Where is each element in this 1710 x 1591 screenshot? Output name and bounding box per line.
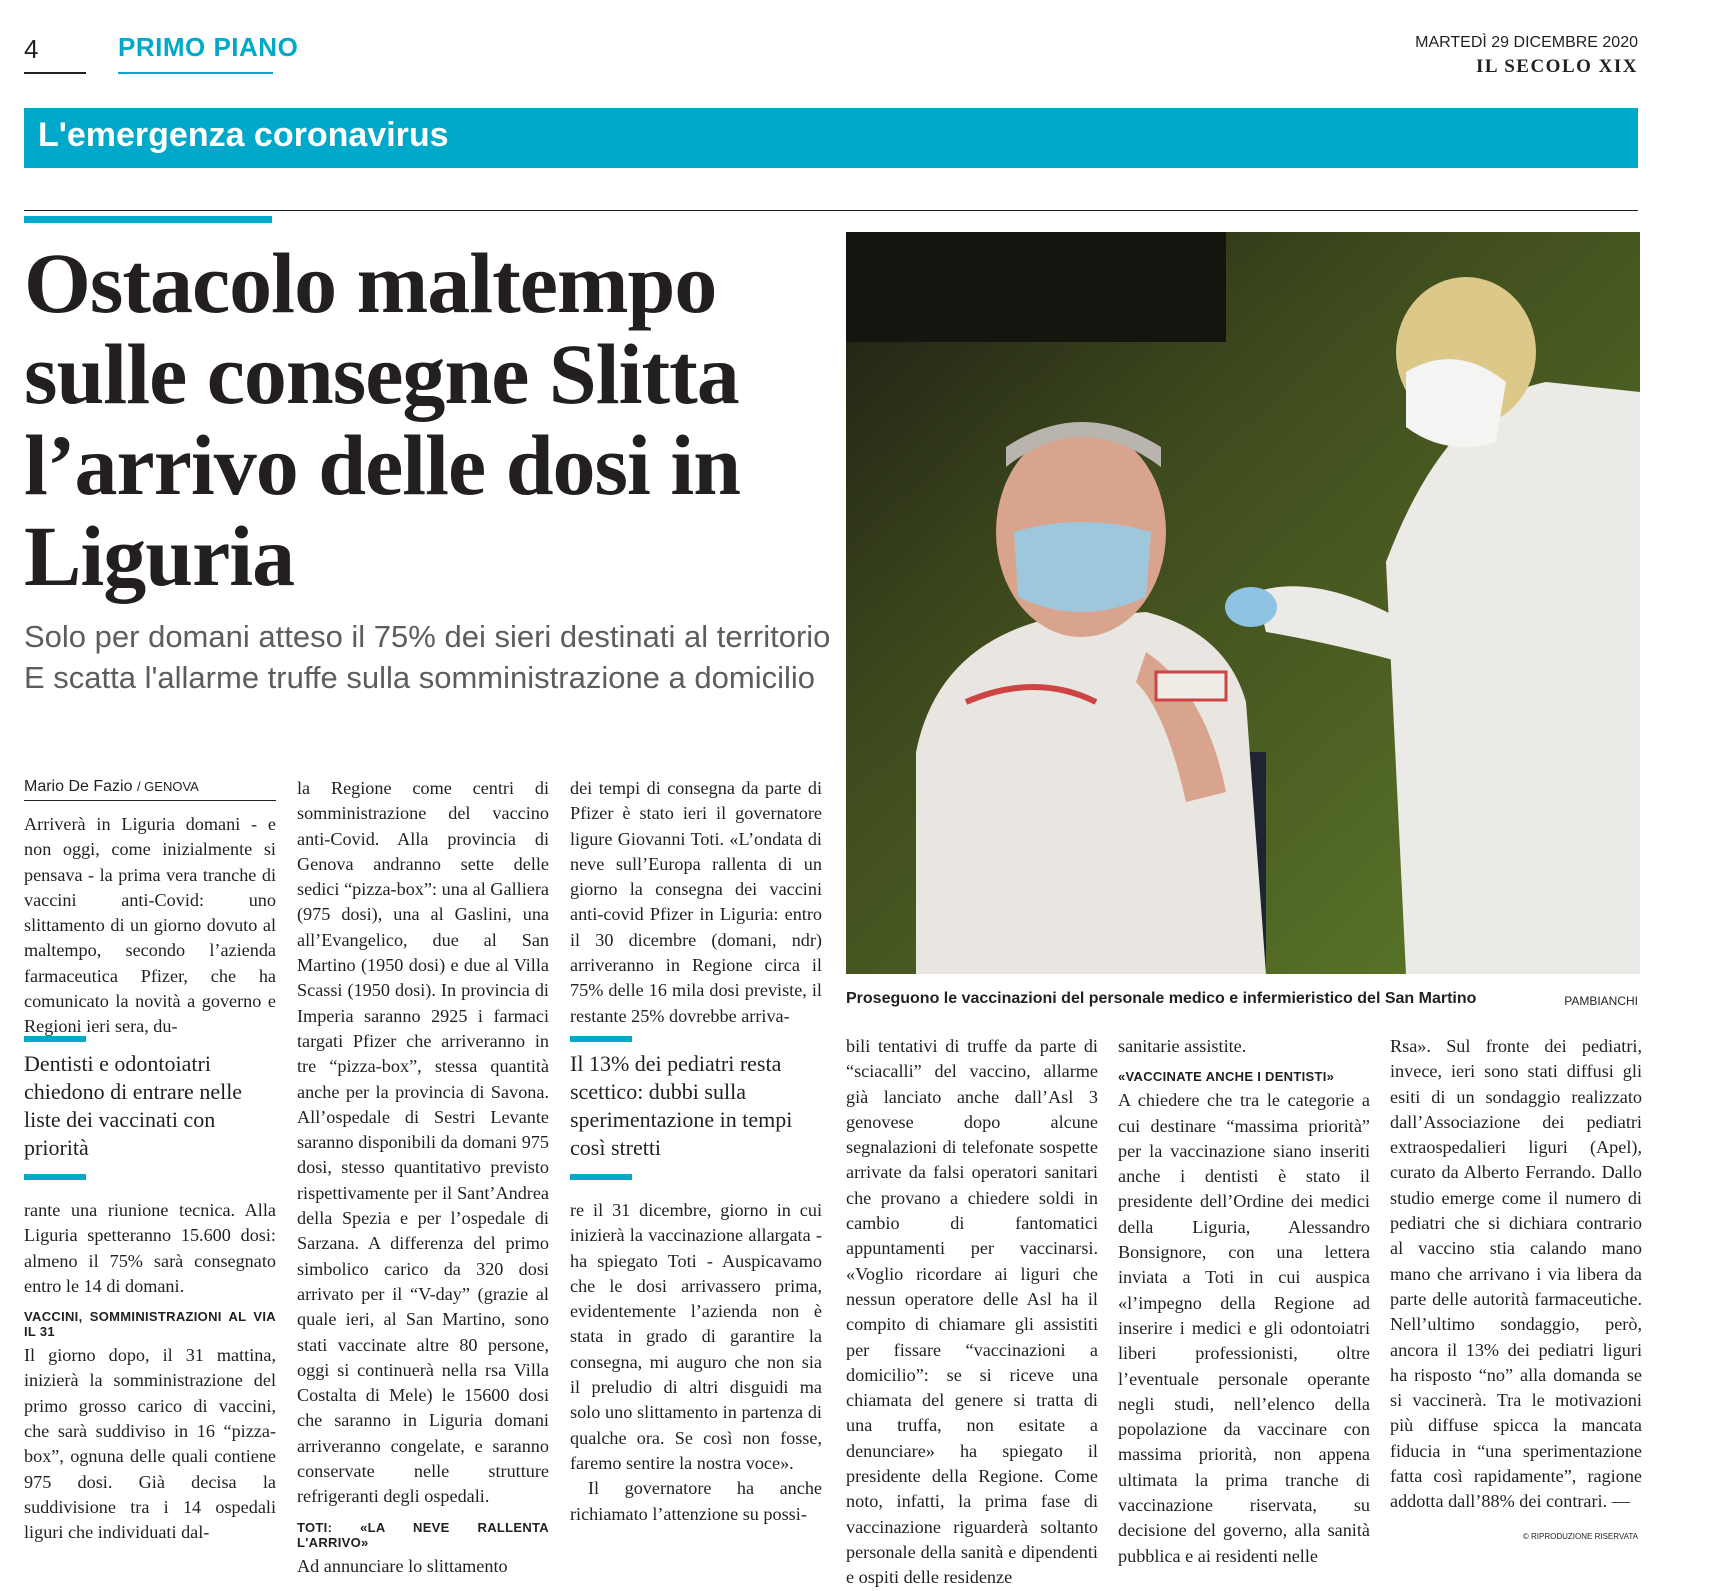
newspaper-masthead: IL SECOLO XIX xyxy=(1475,56,1638,77)
paragraph: dei tempi di consegna da parte di Pfizer è stato ieri il governatore ligure Giovanni Toti. «L’ondata di neve sull’Europa rallenta di un giorno la consegna dei vaccini anti-covid Pfizer in Liguria: entro il 30 dicembre (domani, ndr) arriveranno in Regione circa il 75% delle 16 mila dosi previste, il restante 25% dovrebbe arriva- xyxy=(570,778,822,1026)
headline: Ostacolo maltempo sulle consegne Slitta l’arrivo delle dosi in Liguria xyxy=(24,235,741,604)
paragraph: la Regione come centri di somministrazione del vaccino anti-Covid. Alla provincia di Genova andranno sette delle sedici “pizza-box”: una al Galliera (975 dosi), una al Gaslini, una all’Evangelico, due al San Martino (1950 dosi) e due al Villa Scassi (1950 dosi). In provincia di Imperia saranno 2925 i farmaci targati Pfizer che arriveranno in tre “pizza-box”, stessa quantità anche per la provincia di Savona. All’ospedale di Sestri Levante saranno disponibili da domani 975 dosi, stesso quantitativo previsto rispettivamente per il Sant’Andrea della Spezia e per l’ospedale di Sarzana. A differenza del primo simbolico carico da 320 dosi arrivato per il “V-day” (grazie al quale ieri, al San Martino, sono stati vaccinate altre 80 persone, oggi si continuerà nella rsa Villa Costalta di Mele) le 15600 dosi che saranno in Liguria domani arriveranno congelate, e saranno conservate nelle strutture refrigeranti degli ospedali. xyxy=(297,778,549,1507)
pullquote-rule xyxy=(24,1174,86,1180)
pullquote-pediatri: Il 13% dei pediatri resta scettico: dubbi sulla sperimentazione in tempi così stretti xyxy=(570,1051,793,1160)
column-3-bottom xyxy=(570,1198,822,1527)
subheadline-line-1: Solo per domani atteso il 75% dei sieri destinati al territorio xyxy=(24,619,831,654)
subheadline-line-2: E scatta l'allarme truffe sulla somministrazione a domicilio xyxy=(24,660,815,695)
paragraph: bili tentativi di truffe da parte di “sciacalli” del vaccino, allarme già lanciato anche dall’Asl 3 genovese dopo alcune segnalazioni di telefonate sospette arrivate da falsi operatori sanitari che provano a chiedere soldi in cambio di fantomatici appuntamenti per vaccinarsi. «Voglio ricordare ai liguri che nessun operatore delle Asl ha il compito di chiamare gli assistiti per fissare “vaccinazioni a domicilio”: se si riceve una chiamata del genere si tratta di una truffa, non esitate a denunciare» ha spiegato il presidente della Regione. Come noto, infatti, la prima fase di vaccinazione riguarderà soltanto personale della sanità e dipendenti e ospiti delle residenze xyxy=(846,1036,1098,1588)
byline-location: / GENOVA xyxy=(136,779,199,794)
section-rule xyxy=(118,72,273,74)
paragraph: A chiedere che tra le categorie a cui destinare “massima priorità” per la vaccinazione siano inseriti anche i dentisti è stato il presidente dell’Ordine dei medici della Liguria, Alessandro Bonsignore, con una lettera inviata a Toti in cui auspica «l’impegno della Regione ad inserire i medici e gli odontoiatri liberi professionisti, oltre l’eventuale personale operante negli studi, nell’elenco della popolazione da vaccinare con massima priorità, non appena ultimata la prima tranche di vaccinazione riservata, su decisione del governo, alla sanità pubblica e ai residenti nelle xyxy=(1118,1090,1370,1566)
column-1-top xyxy=(24,812,276,1040)
author-name: Mario De Fazio xyxy=(24,778,133,795)
section-subtitle: TOTI: «LA NEVE RALLENTA L'ARRIVO» xyxy=(297,1519,549,1550)
pullquote-rule xyxy=(570,1174,632,1180)
column-3-top xyxy=(570,776,822,1029)
paragraph: Arriverà in Liguria domani - e non oggi, come inizialmente si pensava - la prima vera tranche di vaccini anti-Covid: uno slittamento di un giorno dovuto al maltempo, secondo l’azienda farmaceutica Pfizer, che ha comunicato la novità a governo e Regioni ieri sera, du- xyxy=(24,814,276,1037)
paragraph: re il 31 dicembre, giorno in cui inizierà la vaccinazione allargata - ha spiegato Toti - Auspicavamo che le dosi arrivassero prima, evidentemente l’azienda non è stata in grado di garantire la consegna, mi auguro che non sia il preludio di altri disguidi ma solo uno slittamento in partenza di qualche ora. Se così non fosse, faremo sentire la nostra voce». xyxy=(570,1200,822,1473)
pullquote-rule xyxy=(24,1036,86,1042)
paragraph: rante una riunione tecnica. Alla Liguria spetteranno 15.600 dosi: almeno il 75% sarà consegnato entro le 14 di domani. xyxy=(24,1200,276,1296)
copyright-note: © RIPRODUZIONE RISERVATA xyxy=(1522,1532,1638,1541)
photo-credit: PAMBIANCHI xyxy=(1564,994,1638,1008)
headline-accent-bar xyxy=(24,216,272,223)
paragraph: Il giorno dopo, il 31 mattina, inizierà la somministrazione del primo grosso carico di vaccini, che sarà suddiviso in 16 “pizza-box”, ognuna delle quali contiene 975 dosi. Già decisa la suddivisione tra i 14 ospedali liguri che individuati dal- xyxy=(24,1345,276,1543)
paragraph: Il governatore ha anche richiamato l’attenzione su possi- xyxy=(570,1478,822,1524)
page-number-rule xyxy=(24,72,86,74)
section-subtitle: «VACCINATE ANCHE I DENTISTI» xyxy=(1118,1069,1335,1085)
dateline: MARTEDÌ 29 DICEMBRE 2020 xyxy=(1415,34,1638,51)
paragraph: Ad annunciare lo slittamento xyxy=(297,1555,508,1576)
paragraph: Rsa». Sul fronte dei pediatri, invece, ieri sono stati diffusi gli esiti di un sondaggio realizzato dall’Associazione dei pediatri extraospedalieri liguri (Apel), curato da Alberto Ferrando. Dallo studio emerge come il numero di pediatri che si dichiara contrario al vaccino stia calando mano mano che arrivano i via libera da parte delle autorità farmaceutiche. Nell’ultimo sondaggio, però, ancora il 13% dei pediatri liguri ha risposto “no” alla domanda se si vaccinerà. Tra le motivazioni più diffuse spicca la mancata fiducia in “una sperimentazione fatta così rapidamente”, ragione addotta dall’88% dei contrari. — xyxy=(1390,1036,1642,1512)
pullquote-dentisti: Dentisti e odontoiatri chiedono di entrare nelle liste dei vaccinati con priorità xyxy=(24,1051,243,1160)
section-subtitle: VACCINI, SOMMINISTRAZIONI AL VIA IL 31 xyxy=(24,1309,276,1340)
column-6 xyxy=(1390,1034,1642,1515)
vaccination-photo-illustration xyxy=(846,232,1640,974)
column-4 xyxy=(846,1034,1098,1591)
article-photo xyxy=(846,232,1640,974)
pullquote-rule xyxy=(570,1036,632,1042)
subheadline xyxy=(24,616,844,698)
page-number: 4 xyxy=(24,34,39,64)
topic-banner-title: L'emergenza coronavirus xyxy=(38,116,449,154)
section-label: PRIMO PIANO xyxy=(118,32,299,62)
byline-rule xyxy=(24,800,276,801)
column-2 xyxy=(297,776,549,1579)
paragraph: sanitarie assistite. xyxy=(1118,1036,1247,1056)
column-1-bottom xyxy=(24,1198,276,1546)
divider-rule xyxy=(24,210,1638,211)
column-5 xyxy=(1118,1034,1370,1569)
byline xyxy=(24,778,199,796)
photo-caption: Proseguono le vaccinazioni del personale medico e infermieristico del San Martino xyxy=(846,990,1477,1007)
